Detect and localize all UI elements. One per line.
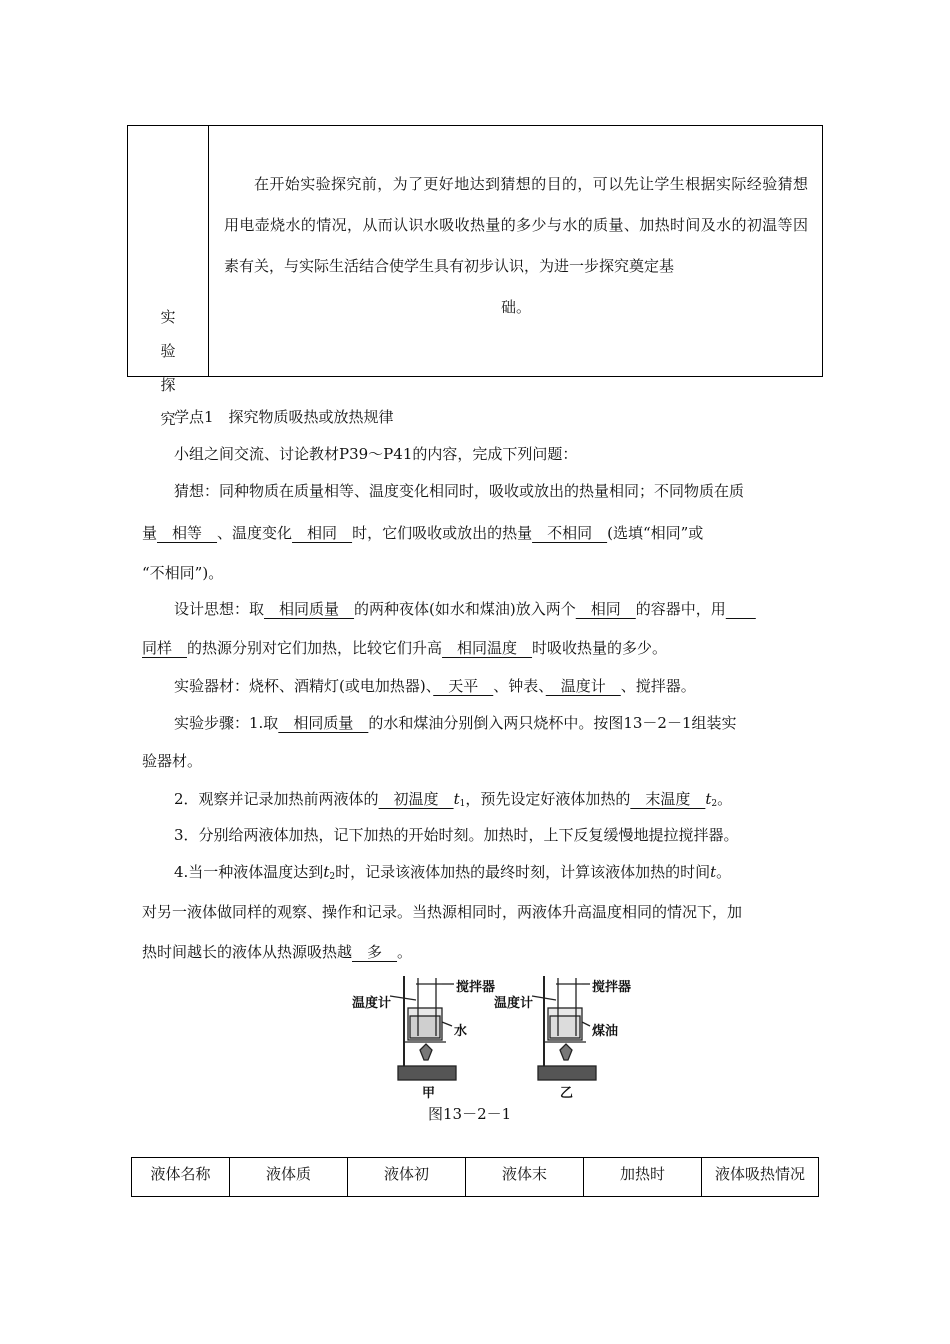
text: 、搅拌器。 [620,677,696,695]
text: 、温度变化 [217,524,293,542]
stirrer-label-left: 搅拌器 [456,980,496,995]
text: 。 [397,943,413,961]
text: 的水和煤油分别倒入两只烧杯中。按图13－2－1组装实 [368,714,737,732]
text: 设计思想：取 [174,600,265,618]
text: 时，它们吸收或放出的热量 [352,524,533,542]
apparatus-right [532,976,596,1080]
answer-blank: 不相同 [532,524,608,542]
figure-caption: 图13－2－1 [428,1105,512,1123]
liquid-label-right: 煤油 [592,1024,619,1039]
subscript: 2 [329,872,336,882]
step4-line-1 [174,861,731,882]
variable: t [710,863,717,881]
answer-blank: 相同温度 [442,639,533,657]
text: 实验步骤：1.取 [174,714,279,732]
text: 热时间越长的液体从热源吸热越 [142,943,353,961]
guess-line-2 [142,522,703,543]
equipment-line [174,675,696,696]
table-header-cell: 液体吸热情况 [714,1165,805,1183]
guess-line-1: 猜想：同种物质在质量相等、温度变化相同时，吸收或放出的热量相同；不同物质在质 [174,482,745,500]
table-divider [208,126,209,376]
figure-tag-left: 甲 [422,1086,436,1101]
answer-blank: 相等 [157,524,218,542]
text: 时吸收热量的多少。 [532,639,668,657]
stirrer-label-right: 搅拌器 [592,980,632,995]
side-label-char: 实 [160,308,176,326]
text: 时，记录该液体加热的最终时刻，计算该液体加热的时间 [335,863,711,881]
text: 的热源分别对它们加热，比较它们升高 [187,639,443,657]
design-line-1 [174,598,756,619]
table-header-cell: 液体质 [230,1158,348,1196]
table-header-cell: 液体末 [466,1158,584,1196]
text: (选填“相同”或 [607,524,704,542]
answer-blank: 相同质量 [278,714,369,732]
table-header-cell: 加热时 [584,1158,702,1196]
answer-blank: 相同 [575,600,636,618]
variable: t [323,863,330,881]
text: 的容器中，用 [635,600,726,618]
intro-paragraph-tail: 础。 [500,298,531,316]
step3-line: 3．分别给两液体加热，记下加热的开始时刻。加热时，上下反复缓慢地提拉搅拌器。 [174,826,739,844]
liquid-label-left: 水 [454,1024,468,1039]
side-label-char: 探 [160,376,176,394]
guess-line-3: “不相同”)。 [142,564,224,582]
step2-line [174,788,732,809]
side-label-char: 究 [160,410,176,428]
text: 。 [716,863,732,881]
thermometer-label-right: 温度计 [494,996,534,1011]
table-header-cell: 液体初 [348,1158,466,1196]
figure-tag-right: 乙 [560,1086,574,1101]
text: 。 [717,790,733,808]
answer-blank: 相同 [292,524,353,542]
instruction: 小组之间交流、讨论教材P39～P41的内容，完成下列问题： [174,445,578,463]
answer-blank [726,600,756,618]
variable: t [705,790,712,808]
text: ，预先设定好液体加热的 [465,790,631,808]
text: 的两种夜体(如水和煤油)放入两个 [354,600,576,618]
intro-paragraph: 在开始实验探究前，为了更好地达到猜想的目的，可以先让学生根据实际经验猜想用电壶烧水的情况，从而认识水吸收热量的多少与水的质量、加热时间及水的初温等因素有关，与实际生活结合使学生具有初步认识，为进一步探究奠定基 [224,175,808,275]
answer-blank: 初温度 [378,790,454,808]
text: 量 [142,524,158,542]
text: 、钟表、 [493,677,546,695]
section-heading: 学点1 探究物质吸热或放热规律 [174,408,394,426]
intro-content [224,164,808,328]
variable: t [453,790,460,808]
apparatus-left [390,976,456,1080]
subscript: 2 [711,799,718,809]
step1-line-2: 验器材。 [142,752,203,770]
answer-blank: 同样 [142,639,188,657]
answer-blank: 多 [352,943,398,961]
table-header-cell: 液体名称 [132,1158,230,1196]
text: 实验器材：烧杯、酒精灯(或电加热器)、 [174,677,434,695]
step4-line-2: 对另一液体做同样的观察、操作和记录。当热源相同时，两液体升高温度相同的情况下，加 [142,903,743,921]
thermometer-label-left: 温度计 [352,996,392,1011]
step4-line-3 [142,941,412,962]
side-label-char: 验 [160,342,176,360]
answer-blank: 温度计 [545,677,621,695]
step1-line-1 [174,712,737,733]
answer-blank: 天平 [433,677,494,695]
design-line-2 [142,637,667,658]
experiment-figure [350,970,640,1101]
data-table [131,1157,819,1197]
text: 2．观察并记录加热前两液体的 [174,790,379,808]
subscript: 1 [459,799,466,809]
answer-blank: 末温度 [630,790,706,808]
answer-blank: 相同质量 [264,600,355,618]
text: 4.当一种液体温度达到 [174,863,324,881]
